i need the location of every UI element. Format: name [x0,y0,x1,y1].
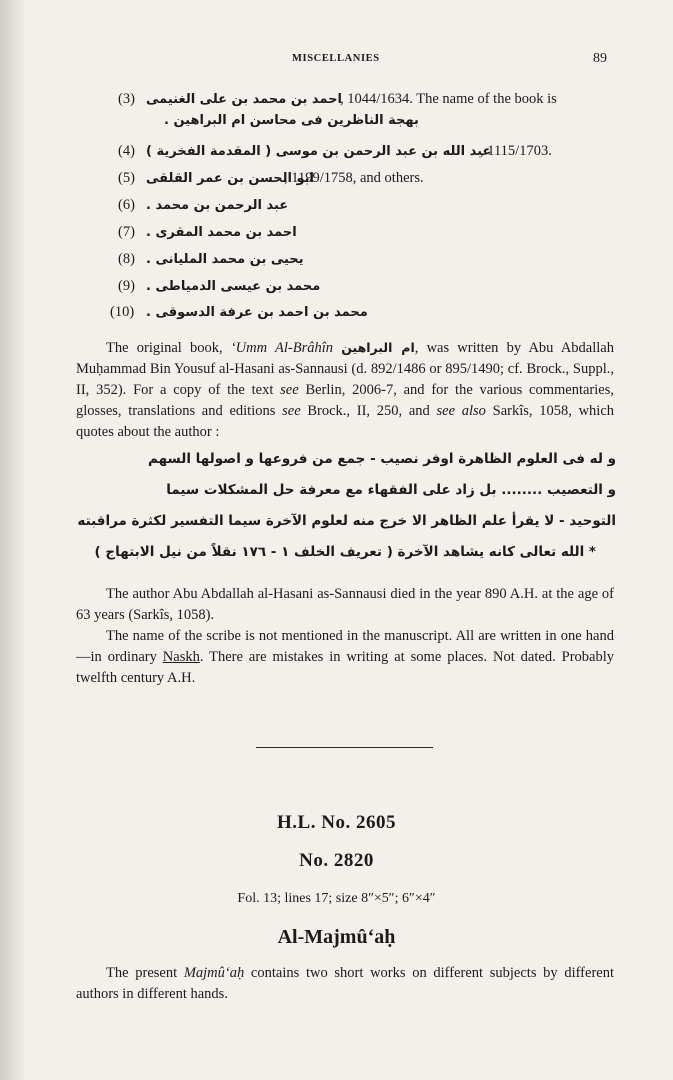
naskh-term: Naskh [162,649,200,665]
see-italic: see [282,403,301,419]
text-run: The original book, [106,340,231,356]
list-item [108,140,618,164]
arabic-quote-line: و التعصيب ........ بل زاد على الفقهاء مع معرفة حل المشكلات سيما [166,482,616,498]
running-head [0,53,673,69]
text-run: contains two short works on different subjects by different authors in different hands. [76,965,614,1002]
list-item [108,248,618,272]
commentaries-list [108,88,618,320]
list-item [108,301,618,325]
text-run: Sarkîs, 1058, which quotes about the author : [76,403,615,440]
list-item [108,275,618,299]
entry-number: (8) [118,251,135,267]
text-run: Brock., II, 250, and [300,403,437,419]
entry-arabic-name: محمد بن احمد بن عرفة الدسوقى . [146,305,368,320]
paragraph-majmuah [76,963,614,1005]
list-item [108,194,618,218]
page-number: 89 [593,51,607,66]
entry-text: , 1199/1758, and others. [284,170,424,186]
arabic-quote-line: * الله تعالى كانه يشاهد الآخرة ( تعريف الخلف ١ - ١٧٦ نقلاً من نيل الابتهاج ) [94,544,596,560]
text-run: . There are mistakes in writing at some places. Not dated. Probably twelfth century A.H. [76,649,614,686]
arabic-quote-line: و له فى العلوم الظاهرة اوفر نصيب - جمع من فروعها و اصولها السهم [148,451,616,467]
list-item [108,167,618,191]
entry-arabic-name: احمد بن محمد بن على الغنيمى [146,92,342,107]
entry-arabic-name: ابو الحسن بن عمر القلقى [146,171,314,186]
entry-text: , 1044/1634. The name of the book is [340,91,557,107]
book-title-italic: ‘Umm Al-Brâhîn [230,340,334,356]
paragraph-original-book [76,337,614,443]
folio-info: Fol. 13; lines 17; size 8″×5″; 6″×4″ [237,891,436,906]
see-also-italic: see also [436,403,486,419]
text-run: The present [106,965,184,981]
see-italic: see [280,382,299,398]
majmuah-italic: Majmû‘aḥ [183,965,245,981]
entry-number: (6) [118,197,135,213]
binding-shadow [0,0,26,1080]
section-divider [256,747,433,748]
list-item [108,88,618,132]
hl-number-heading: H.L. No. 2605 [277,812,396,833]
paragraph-author-death: The author Abu Abdallah al-Hasani as-Sannausi died in the year 890 A.H. at the age of 63 years (Sarkîs, 1058). [76,586,614,623]
entry-text: , 1115/1703. [480,143,552,159]
entry-number: (3) [118,91,135,107]
text-run: The name of the scribe is not mentioned in the manuscript. All are written in one hand—in ordinary [76,628,614,665]
text-run: Berlin, 2006-7, and for the various commentaries, glosses, translations and editions [76,382,614,419]
book-title-arabic: ام البراهين [341,340,415,355]
entry-number: (5) [118,170,135,186]
list-item [108,221,618,245]
paragraph-scribe [76,626,614,689]
entry-number: (9) [118,278,135,294]
entry-arabic-name: محمد بن عيسى الدمياطى . [146,279,321,294]
entry-number: (10) [110,304,135,320]
entry-number: (7) [118,224,135,240]
text-run: , was written by Abu Abdallah Muḥammad Bin Yousuf al-Hasani as-Sannausi (d. 892/1486 or 895/1490; cf. Brock., Suppl., II, 352). For a copy of the text [76,340,614,398]
entry-arabic-name: عبد الرحمن بن محمد . [146,198,289,213]
running-head-title: MISCELLANIES [292,53,380,64]
entry-arabic-book-title: بهجة الناظرين فى محاسن ام البراهين . [164,113,419,128]
entry-arabic-name: يحيى بن محمد المليانى . [146,252,304,267]
manuscript-number-heading: No. 2820 [299,850,374,871]
entry-number: (4) [118,143,135,159]
entry-arabic-name: عبد الله بن عبد الرحمن بن موسى ( المقدمة الفخرية ) [146,144,492,159]
entry-arabic-name: احمد بن محمد المقرى . [146,225,297,240]
arabic-quote-line: التوحيد - لا يقرأ علم الظاهر الا خرج منه لعلوم الآخرة سيما التفسير لكثرة مراقبته [77,513,616,529]
section-title: Al-Majmû‘aḥ [277,926,396,948]
